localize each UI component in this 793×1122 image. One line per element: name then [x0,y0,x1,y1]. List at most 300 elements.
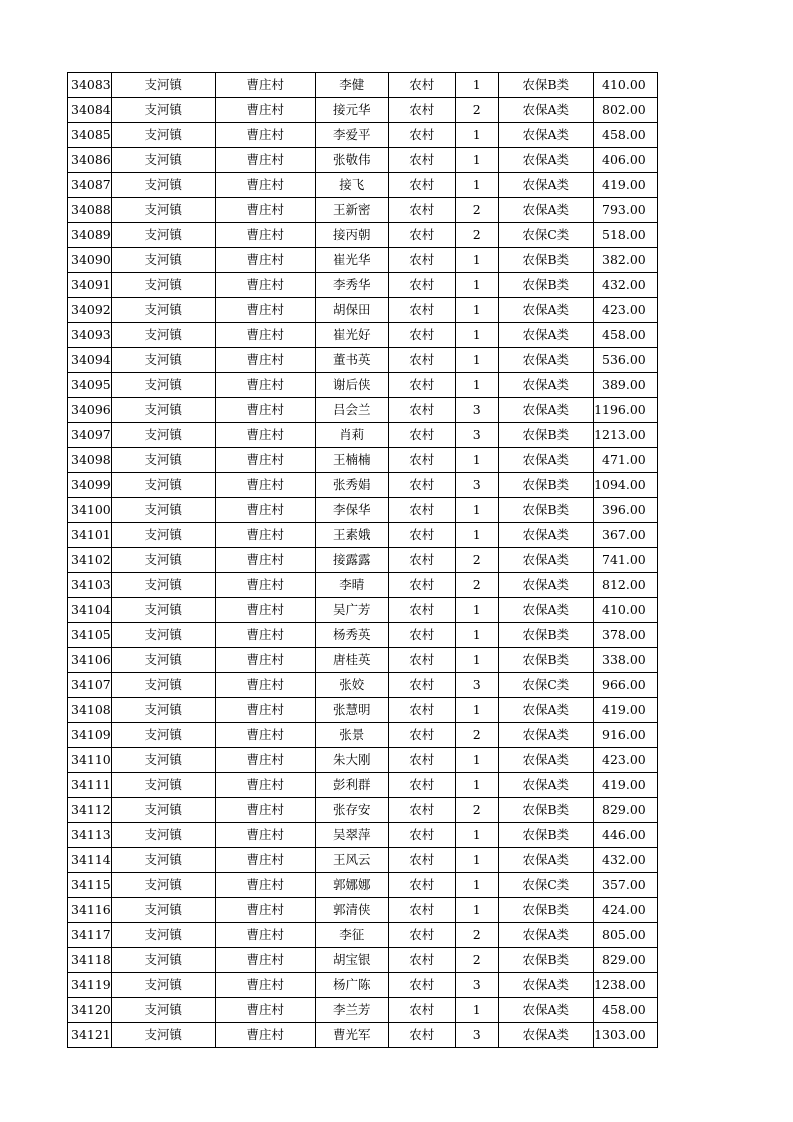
table-row [68,648,658,673]
town-cell: 支河镇 [111,573,215,598]
household-count-cell: 1 [455,748,498,773]
table-row [68,623,658,648]
household-count-cell: 1 [455,248,498,273]
table-row [68,223,658,248]
name-cell: 崔光好 [315,323,388,348]
area-type-cell: 农村 [388,123,455,148]
table-row [68,298,658,323]
insurance-category-cell: 农保C类 [498,673,593,698]
village-cell: 曹庄村 [215,323,315,348]
area-type-cell: 农村 [388,898,455,923]
insurance-category-cell: 农保A类 [498,548,593,573]
household-count-cell: 1 [455,898,498,923]
town-cell: 支河镇 [111,773,215,798]
town-cell: 支河镇 [111,873,215,898]
area-type-cell: 农村 [388,698,455,723]
record-id-cell: 34089 [68,223,112,248]
name-cell: 王楠楠 [315,448,388,473]
amount-cell: 446.00 [593,823,657,848]
name-cell: 李兰芳 [315,998,388,1023]
record-id-cell: 34087 [68,173,112,198]
insurance-category-cell: 农保B类 [498,423,593,448]
town-cell: 支河镇 [111,673,215,698]
record-id-cell: 34084 [68,98,112,123]
area-type-cell: 农村 [388,98,455,123]
household-count-cell: 3 [455,398,498,423]
village-cell: 曹庄村 [215,573,315,598]
insurance-category-cell: 农保A类 [498,98,593,123]
town-cell: 支河镇 [111,648,215,673]
insurance-category-cell: 农保C类 [498,223,593,248]
household-count-cell: 1 [455,623,498,648]
village-cell: 曹庄村 [215,873,315,898]
record-id-cell: 34091 [68,273,112,298]
amount-cell: 419.00 [593,698,657,723]
village-cell: 曹庄村 [215,98,315,123]
insurance-category-cell: 农保A类 [498,573,593,598]
village-cell: 曹庄村 [215,748,315,773]
record-id-cell: 34093 [68,323,112,348]
area-type-cell: 农村 [388,973,455,998]
village-cell: 曹庄村 [215,998,315,1023]
area-type-cell: 农村 [388,323,455,348]
amount-cell: 793.00 [593,198,657,223]
amount-cell: 406.00 [593,148,657,173]
amount-cell: 419.00 [593,773,657,798]
records-table [67,72,658,1048]
village-cell: 曹庄村 [215,898,315,923]
household-count-cell: 3 [455,473,498,498]
insurance-category-cell: 农保A类 [498,1023,593,1048]
area-type-cell: 农村 [388,573,455,598]
village-cell: 曹庄村 [215,923,315,948]
table-row [68,748,658,773]
area-type-cell: 农村 [388,823,455,848]
area-type-cell: 农村 [388,273,455,298]
household-count-cell: 2 [455,198,498,223]
amount-cell: 1196.00 [593,398,657,423]
amount-cell: 357.00 [593,873,657,898]
insurance-category-cell: 农保A类 [498,448,593,473]
name-cell: 接露露 [315,548,388,573]
name-cell: 李晴 [315,573,388,598]
name-cell: 李征 [315,923,388,948]
amount-cell: 1213.00 [593,423,657,448]
table-row [68,673,658,698]
area-type-cell: 农村 [388,248,455,273]
record-id-cell: 34108 [68,698,112,723]
town-cell: 支河镇 [111,923,215,948]
record-id-cell: 34107 [68,673,112,698]
household-count-cell: 2 [455,98,498,123]
amount-cell: 471.00 [593,448,657,473]
table-row [68,1023,658,1048]
household-count-cell: 1 [455,173,498,198]
insurance-category-cell: 农保A类 [498,998,593,1023]
table-row [68,598,658,623]
record-id-cell: 34110 [68,748,112,773]
village-cell: 曹庄村 [215,723,315,748]
amount-cell: 432.00 [593,273,657,298]
village-cell: 曹庄村 [215,223,315,248]
village-cell: 曹庄村 [215,1023,315,1048]
name-cell: 接丙朝 [315,223,388,248]
record-id-cell: 34096 [68,398,112,423]
town-cell: 支河镇 [111,223,215,248]
household-count-cell: 3 [455,423,498,448]
area-type-cell: 农村 [388,873,455,898]
town-cell: 支河镇 [111,898,215,923]
insurance-category-cell: 农保B类 [498,73,593,98]
village-cell: 曹庄村 [215,973,315,998]
name-cell: 吕会兰 [315,398,388,423]
insurance-category-cell: 农保A类 [498,973,593,998]
town-cell: 支河镇 [111,498,215,523]
insurance-category-cell: 农保B类 [498,623,593,648]
amount-cell: 458.00 [593,123,657,148]
town-cell: 支河镇 [111,748,215,773]
town-cell: 支河镇 [111,98,215,123]
household-count-cell: 1 [455,498,498,523]
household-count-cell: 2 [455,548,498,573]
household-count-cell: 1 [455,148,498,173]
area-type-cell: 农村 [388,173,455,198]
insurance-category-cell: 农保B类 [498,473,593,498]
insurance-category-cell: 农保B类 [498,248,593,273]
village-cell: 曹庄村 [215,123,315,148]
household-count-cell: 1 [455,348,498,373]
name-cell: 朱大刚 [315,748,388,773]
name-cell: 谢后侠 [315,373,388,398]
record-id-cell: 34099 [68,473,112,498]
area-type-cell: 农村 [388,648,455,673]
name-cell: 张秀娟 [315,473,388,498]
record-id-cell: 34109 [68,723,112,748]
table-row [68,873,658,898]
table-row [68,473,658,498]
name-cell: 杨广陈 [315,973,388,998]
name-cell: 李健 [315,73,388,98]
record-id-cell: 34111 [68,773,112,798]
table-row [68,998,658,1023]
household-count-cell: 1 [455,373,498,398]
insurance-category-cell: 农保A类 [498,198,593,223]
table-row [68,348,658,373]
table-row [68,423,658,448]
insurance-category-cell: 农保A类 [498,298,593,323]
table-row [68,73,658,98]
name-cell: 唐桂英 [315,648,388,673]
village-cell: 曹庄村 [215,398,315,423]
town-cell: 支河镇 [111,173,215,198]
table-row [68,373,658,398]
area-type-cell: 农村 [388,673,455,698]
town-cell: 支河镇 [111,623,215,648]
amount-cell: 829.00 [593,948,657,973]
household-count-cell: 1 [455,298,498,323]
household-count-cell: 1 [455,773,498,798]
amount-cell: 1094.00 [593,473,657,498]
amount-cell: 396.00 [593,498,657,523]
table-row [68,173,658,198]
record-id-cell: 34106 [68,648,112,673]
household-count-cell: 1 [455,648,498,673]
amount-cell: 338.00 [593,648,657,673]
record-id-cell: 34092 [68,298,112,323]
area-type-cell: 农村 [388,73,455,98]
village-cell: 曹庄村 [215,423,315,448]
area-type-cell: 农村 [388,723,455,748]
insurance-category-cell: 农保A类 [498,148,593,173]
insurance-category-cell: 农保B类 [498,898,593,923]
town-cell: 支河镇 [111,523,215,548]
name-cell: 王风云 [315,848,388,873]
village-cell: 曹庄村 [215,173,315,198]
village-cell: 曹庄村 [215,823,315,848]
table-row [68,723,658,748]
village-cell: 曹庄村 [215,523,315,548]
name-cell: 彭利群 [315,773,388,798]
table-row [68,248,658,273]
table-row [68,823,658,848]
area-type-cell: 农村 [388,523,455,548]
household-count-cell: 1 [455,598,498,623]
table-row [68,973,658,998]
town-cell: 支河镇 [111,398,215,423]
village-cell: 曹庄村 [215,598,315,623]
village-cell: 曹庄村 [215,498,315,523]
table-row [68,123,658,148]
area-type-cell: 农村 [388,998,455,1023]
name-cell: 胡保田 [315,298,388,323]
record-id-cell: 34094 [68,348,112,373]
record-id-cell: 34083 [68,73,112,98]
record-id-cell: 34103 [68,573,112,598]
table-row [68,448,658,473]
household-count-cell: 1 [455,523,498,548]
town-cell: 支河镇 [111,248,215,273]
village-cell: 曹庄村 [215,948,315,973]
area-type-cell: 农村 [388,773,455,798]
village-cell: 曹庄村 [215,348,315,373]
village-cell: 曹庄村 [215,798,315,823]
town-cell: 支河镇 [111,998,215,1023]
household-count-cell: 2 [455,723,498,748]
table-body [68,73,658,1048]
amount-cell: 367.00 [593,523,657,548]
record-id-cell: 34105 [68,623,112,648]
amount-cell: 458.00 [593,998,657,1023]
amount-cell: 389.00 [593,373,657,398]
insurance-category-cell: 农保A类 [498,123,593,148]
town-cell: 支河镇 [111,698,215,723]
village-cell: 曹庄村 [215,248,315,273]
area-type-cell: 农村 [388,798,455,823]
village-cell: 曹庄村 [215,273,315,298]
record-id-cell: 34115 [68,873,112,898]
name-cell: 李保华 [315,498,388,523]
amount-cell: 829.00 [593,798,657,823]
area-type-cell: 农村 [388,223,455,248]
record-id-cell: 34088 [68,198,112,223]
amount-cell: 378.00 [593,623,657,648]
town-cell: 支河镇 [111,798,215,823]
amount-cell: 410.00 [593,73,657,98]
name-cell: 崔光华 [315,248,388,273]
insurance-category-cell: 农保C类 [498,873,593,898]
household-count-cell: 1 [455,273,498,298]
household-count-cell: 1 [455,698,498,723]
table-row [68,523,658,548]
name-cell: 肖莉 [315,423,388,448]
household-count-cell: 1 [455,848,498,873]
amount-cell: 432.00 [593,848,657,873]
area-type-cell: 农村 [388,748,455,773]
town-cell: 支河镇 [111,298,215,323]
amount-cell: 410.00 [593,598,657,623]
insurance-category-cell: 农保B类 [498,798,593,823]
village-cell: 曹庄村 [215,373,315,398]
name-cell: 杨秀英 [315,623,388,648]
name-cell: 张景 [315,723,388,748]
household-count-cell: 1 [455,448,498,473]
household-count-cell: 1 [455,123,498,148]
town-cell: 支河镇 [111,948,215,973]
household-count-cell: 1 [455,323,498,348]
insurance-category-cell: 农保A类 [498,173,593,198]
town-cell: 支河镇 [111,348,215,373]
name-cell: 吴翠萍 [315,823,388,848]
table-row [68,498,658,523]
area-type-cell: 农村 [388,623,455,648]
table-row [68,148,658,173]
record-id-cell: 34100 [68,498,112,523]
village-cell: 曹庄村 [215,198,315,223]
name-cell: 李爱平 [315,123,388,148]
town-cell: 支河镇 [111,273,215,298]
table-row [68,198,658,223]
table-row [68,323,658,348]
table-row [68,98,658,123]
village-cell: 曹庄村 [215,148,315,173]
insurance-category-cell: 农保A类 [498,748,593,773]
amount-cell: 382.00 [593,248,657,273]
area-type-cell: 农村 [388,398,455,423]
amount-cell: 741.00 [593,548,657,573]
name-cell: 张慧明 [315,698,388,723]
household-count-cell: 2 [455,948,498,973]
area-type-cell: 农村 [388,848,455,873]
town-cell: 支河镇 [111,123,215,148]
record-id-cell: 34085 [68,123,112,148]
amount-cell: 518.00 [593,223,657,248]
amount-cell: 812.00 [593,573,657,598]
record-id-cell: 34118 [68,948,112,973]
amount-cell: 423.00 [593,298,657,323]
record-id-cell: 34117 [68,923,112,948]
table-row [68,698,658,723]
name-cell: 张姣 [315,673,388,698]
village-cell: 曹庄村 [215,673,315,698]
insurance-category-cell: 农保B类 [498,273,593,298]
insurance-category-cell: 农保A类 [498,923,593,948]
record-id-cell: 34098 [68,448,112,473]
insurance-category-cell: 农保A类 [498,398,593,423]
area-type-cell: 农村 [388,348,455,373]
name-cell: 曹光军 [315,1023,388,1048]
insurance-category-cell: 农保B类 [498,823,593,848]
amount-cell: 802.00 [593,98,657,123]
town-cell: 支河镇 [111,448,215,473]
insurance-category-cell: 农保B类 [498,948,593,973]
table-row [68,948,658,973]
record-id-cell: 34101 [68,523,112,548]
town-cell: 支河镇 [111,323,215,348]
table-row [68,773,658,798]
name-cell: 吴广芳 [315,598,388,623]
village-cell: 曹庄村 [215,773,315,798]
town-cell: 支河镇 [111,598,215,623]
household-count-cell: 1 [455,823,498,848]
area-type-cell: 农村 [388,923,455,948]
name-cell: 王素娥 [315,523,388,548]
village-cell: 曹庄村 [215,648,315,673]
name-cell: 接元华 [315,98,388,123]
village-cell: 曹庄村 [215,548,315,573]
insurance-category-cell: 农保A类 [498,723,593,748]
name-cell: 张存安 [315,798,388,823]
record-id-cell: 34120 [68,998,112,1023]
household-count-cell: 1 [455,73,498,98]
amount-cell: 423.00 [593,748,657,773]
town-cell: 支河镇 [111,823,215,848]
amount-cell: 916.00 [593,723,657,748]
household-count-cell: 3 [455,673,498,698]
town-cell: 支河镇 [111,973,215,998]
name-cell: 郭娜娜 [315,873,388,898]
record-id-cell: 34121 [68,1023,112,1048]
table-row [68,848,658,873]
household-count-cell: 2 [455,223,498,248]
town-cell: 支河镇 [111,73,215,98]
area-type-cell: 农村 [388,298,455,323]
area-type-cell: 农村 [388,598,455,623]
village-cell: 曹庄村 [215,298,315,323]
town-cell: 支河镇 [111,473,215,498]
record-id-cell: 34119 [68,973,112,998]
area-type-cell: 农村 [388,373,455,398]
table-row [68,923,658,948]
area-type-cell: 农村 [388,1023,455,1048]
insurance-category-cell: 农保A类 [498,348,593,373]
town-cell: 支河镇 [111,423,215,448]
household-count-cell: 2 [455,923,498,948]
name-cell: 李秀华 [315,273,388,298]
insurance-category-cell: 农保A类 [498,848,593,873]
amount-cell: 966.00 [593,673,657,698]
table-row [68,898,658,923]
village-cell: 曹庄村 [215,848,315,873]
area-type-cell: 农村 [388,498,455,523]
area-type-cell: 农村 [388,148,455,173]
insurance-category-cell: 农保A类 [498,323,593,348]
table-row [68,798,658,823]
village-cell: 曹庄村 [215,448,315,473]
insurance-category-cell: 农保A类 [498,523,593,548]
record-id-cell: 34090 [68,248,112,273]
amount-cell: 536.00 [593,348,657,373]
amount-cell: 419.00 [593,173,657,198]
